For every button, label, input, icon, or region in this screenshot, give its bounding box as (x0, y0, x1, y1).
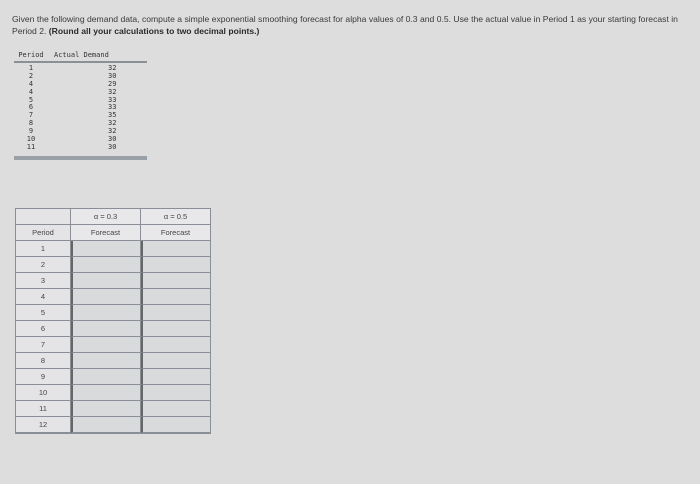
forecast-05-input[interactable] (141, 353, 210, 369)
grid-period-number: 10 (16, 385, 71, 401)
forecast-05-input[interactable] (141, 401, 210, 417)
forecast-03-input[interactable] (71, 385, 141, 401)
grid-header-row-forecast (16, 225, 210, 241)
grid-period-number: 3 (16, 273, 71, 289)
forecast-03-header: Forecast (71, 225, 141, 241)
grid-row (16, 353, 210, 369)
demand-row (14, 97, 147, 105)
demand-column-header: Actual Demand (54, 51, 109, 59)
grid-period-number: 6 (16, 321, 71, 337)
forecast-05-input[interactable] (141, 417, 210, 433)
grid-row (16, 417, 210, 433)
grid-row (16, 241, 210, 257)
demand-row-value: 32 (108, 64, 117, 72)
grid-period-number: 4 (16, 289, 71, 305)
grid-header-blank (16, 209, 71, 225)
forecast-05-input[interactable] (141, 337, 210, 353)
grid-period-number: 5 (16, 305, 71, 321)
alpha-03-header: α = 0.3 (71, 209, 141, 225)
demand-row-value: 33 (108, 95, 117, 104)
demand-row-period: 7 (28, 111, 34, 120)
grid-row (16, 337, 210, 353)
rounding-instruction: (Round all your calculations to two decimal points.) (48, 26, 260, 36)
forecast-03-input[interactable] (71, 321, 141, 337)
demand-row-period: 1 (28, 64, 34, 72)
demand-row-period: 5 (28, 95, 34, 104)
demand-row-period: 2 (28, 71, 34, 80)
question-text (12, 13, 682, 37)
forecast-05-input[interactable] (141, 385, 210, 401)
forecast-05-input[interactable] (141, 305, 210, 321)
demand-row (14, 112, 147, 120)
forecast-03-input[interactable] (71, 401, 141, 417)
demand-row (14, 120, 147, 128)
demand-row (14, 81, 147, 89)
grid-row (16, 401, 210, 417)
forecast-05-input[interactable] (141, 289, 210, 305)
demand-row-value: 29 (108, 79, 117, 88)
demand-row-value: 32 (108, 87, 117, 96)
table-bottom-rule (14, 156, 147, 160)
forecast-03-input[interactable] (71, 369, 141, 385)
forecast-03-input[interactable] (71, 257, 141, 273)
forecast-05-input[interactable] (141, 369, 210, 385)
forecast-03-input[interactable] (71, 305, 141, 321)
period-column-header: Period (18, 51, 44, 59)
demand-row-period: 8 (28, 119, 34, 128)
forecast-03-input[interactable] (71, 289, 141, 305)
grid-period-number: 7 (16, 337, 71, 353)
demand-row (14, 104, 147, 112)
demand-row-value: 30 (108, 135, 117, 144)
question-body: Given the following demand data, compute a simple exponential smoothing forecast for alpha values of 0.3 and 0.5. Use the actual value in Period 1 as your starting forecast in Period 2. (12, 14, 678, 36)
grid-row (16, 321, 210, 337)
grid-period-number: 11 (16, 401, 71, 417)
demand-row (14, 65, 147, 73)
forecast-05-input[interactable] (141, 241, 210, 257)
grid-row (16, 369, 210, 385)
grid-row (16, 289, 210, 305)
grid-row (16, 305, 210, 321)
demand-row-period: 4 (28, 79, 34, 88)
demand-row-value: 35 (108, 111, 117, 120)
demand-row-value: 32 (108, 127, 117, 136)
forecast-03-input[interactable] (71, 417, 141, 433)
demand-row (14, 144, 147, 152)
grid-row (16, 273, 210, 289)
header-divider (14, 61, 147, 63)
demand-row-value: 32 (108, 119, 117, 128)
demand-row-period: 9 (28, 127, 34, 136)
demand-row-period: 11 (26, 142, 36, 151)
demand-row (14, 89, 147, 97)
forecast-05-input[interactable] (141, 321, 210, 337)
demand-row-value: 33 (108, 103, 117, 112)
alpha-05-header: α = 0.5 (141, 209, 210, 225)
demand-row-period: 6 (28, 103, 34, 112)
demand-row (14, 73, 147, 81)
forecast-05-input[interactable] (141, 257, 210, 273)
grid-row (16, 257, 210, 273)
forecast-03-input[interactable] (71, 241, 141, 257)
forecast-03-input[interactable] (71, 337, 141, 353)
grid-period-number: 8 (16, 353, 71, 369)
grid-row (16, 385, 210, 401)
grid-period-number: 1 (16, 241, 71, 257)
demand-table-header (14, 50, 147, 60)
grid-period-number: 12 (16, 417, 71, 433)
forecast-03-input[interactable] (71, 273, 141, 289)
forecast-05-header: Forecast (141, 225, 210, 241)
grid-header-row-alpha (16, 209, 210, 225)
forecast-05-input[interactable] (141, 273, 210, 289)
demand-row-value: 30 (108, 71, 117, 80)
forecast-answer-grid (15, 208, 211, 434)
demand-data-table (14, 50, 147, 160)
period-header: Period (16, 225, 71, 241)
grid-period-number: 9 (16, 369, 71, 385)
demand-row-value: 30 (108, 142, 117, 151)
forecast-03-input[interactable] (71, 353, 141, 369)
grid-period-number: 2 (16, 257, 71, 273)
demand-row-period: 10 (26, 135, 36, 144)
demand-row-period: 4 (28, 87, 34, 96)
